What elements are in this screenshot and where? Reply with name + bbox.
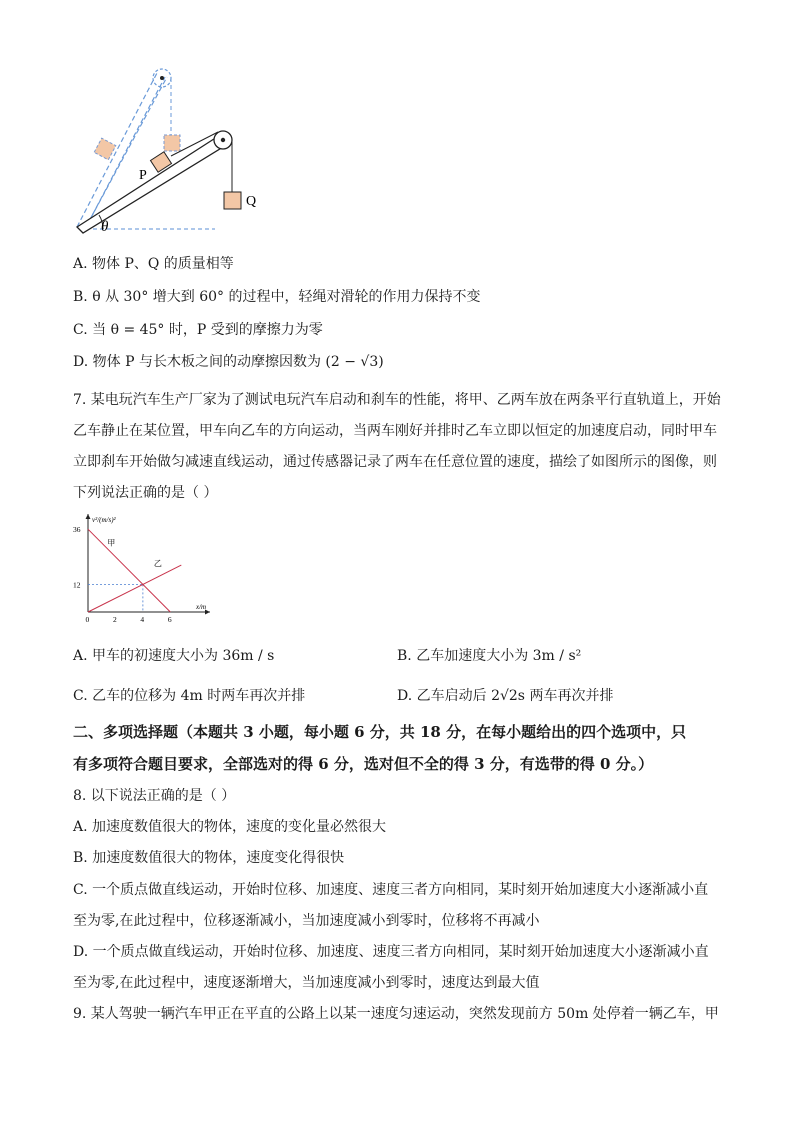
- series-line-1: [88, 565, 181, 612]
- series-label-yi: 乙: [153, 559, 162, 568]
- y-axis-label: v²/(m/s)²: [92, 516, 116, 524]
- x-tick-label: 0: [85, 615, 90, 624]
- incline-pulley-figure: [65, 65, 335, 240]
- q7-stem-line-3: 立即刹车开始做匀减速直线运动，通过传感器记录了两车在任意位置的速度，描绘了如图所示的图像，则: [73, 454, 717, 470]
- y-tick-label: 36: [73, 525, 81, 535]
- x-tick-label: 6: [167, 615, 172, 624]
- q7-stem-line-2: 乙车静止在某位置，甲车向乙车的方向运动，当两车刚好并排时乙车立即以恒定的加速度启动，同时甲车: [73, 423, 717, 439]
- section-2-header-line-1: 二、多项选择题（本题共 3 小题，每小题 6 分，共 18 分，在每小题给出的四个选项中，只: [73, 723, 687, 741]
- q7-stem-line-4: 下列说法正确的是（ ）: [73, 485, 218, 501]
- q7-option-a: A. 甲车的初速度大小为 36m / s: [73, 648, 275, 664]
- section-2-header-line-2: 有多项符合题目要求，全部选对的得 6 分，选对但不全的得 3 分，有选带的得 0 分。）: [73, 755, 654, 773]
- x-tick-label: 2: [112, 615, 117, 624]
- q8-stem: 8. 以下说法正确的是（ ）: [73, 788, 236, 804]
- q8-option-a: A. 加速度数值很大的物体，速度的变化量必然很大: [73, 819, 387, 835]
- q8-option-c-line-2: 至为零,在此过程中，位移逐渐减小，当加速度减小到零时，位移将不再减小: [73, 913, 540, 929]
- x-axis-label: x/m: [196, 603, 207, 611]
- q6-option-b: B. θ 从 30° 增大到 60° 的过程中，轻绳对滑轮的作用力保持不变: [73, 289, 481, 305]
- label-q: Q: [246, 194, 257, 209]
- ghost-block-q: [164, 135, 180, 151]
- series-label-jia: 甲: [107, 538, 116, 548]
- q7-option-d: D. 乙车启动后 2√2s 两车再次并排: [397, 688, 614, 704]
- block-q: [224, 192, 241, 209]
- q7-option-b: B. 乙车加速度大小为 3m / s²: [397, 648, 582, 664]
- v2-x-chart: [68, 512, 218, 632]
- q6-option-a: A. 物体 P、Q 的质量相等: [73, 256, 234, 272]
- q8-option-d-line-1: D. 一个质点做直线运动，开始时位移、加速度、速度三者方向相同，某时刻开始加速度大小逐渐减小直: [73, 944, 709, 960]
- q7-stem-line-1: 7. 某电玩汽车生产厂家为了测试电玩汽车启动和刹车的性能，将甲、乙两车放在两条平行直轨道上，开始: [73, 392, 721, 408]
- x-tick-label: 4: [140, 615, 145, 624]
- q6-option-c: C. 当 θ = 45° 时，P 受到的摩擦力为零: [73, 322, 323, 338]
- y-tick-label: 12: [73, 580, 81, 590]
- q7-option-c: C. 乙车的位移为 4m 时两车再次并排: [73, 688, 306, 704]
- ghost-block-p: [94, 138, 116, 160]
- q6-option-d: D. 物体 P 与长木板之间的动摩擦因数为 (2 − √3): [73, 354, 384, 370]
- q8-option-b: B. 加速度数值很大的物体，速度变化得很快: [73, 850, 345, 866]
- label-p: P: [139, 168, 147, 183]
- q9-stem: 9. 某人驾驶一辆汽车甲正在平直的公路上以某一速度匀速运动，突然发现前方 50m 处停着一辆乙车，甲: [73, 1006, 719, 1022]
- theta-label: θ: [101, 219, 109, 235]
- series-line-0: [88, 529, 170, 612]
- y-axis-arrow: [86, 514, 91, 519]
- q8-option-c-line-1: C. 一个质点做直线运动，开始时位移、加速度、速度三者方向相同，某时刻开始加速度大小逐渐减小直: [73, 882, 709, 898]
- q8-option-d-line-2: 至为零,在此过程中，速度逐渐增大，当加速度减小到零时，速度达到最大值: [73, 975, 540, 991]
